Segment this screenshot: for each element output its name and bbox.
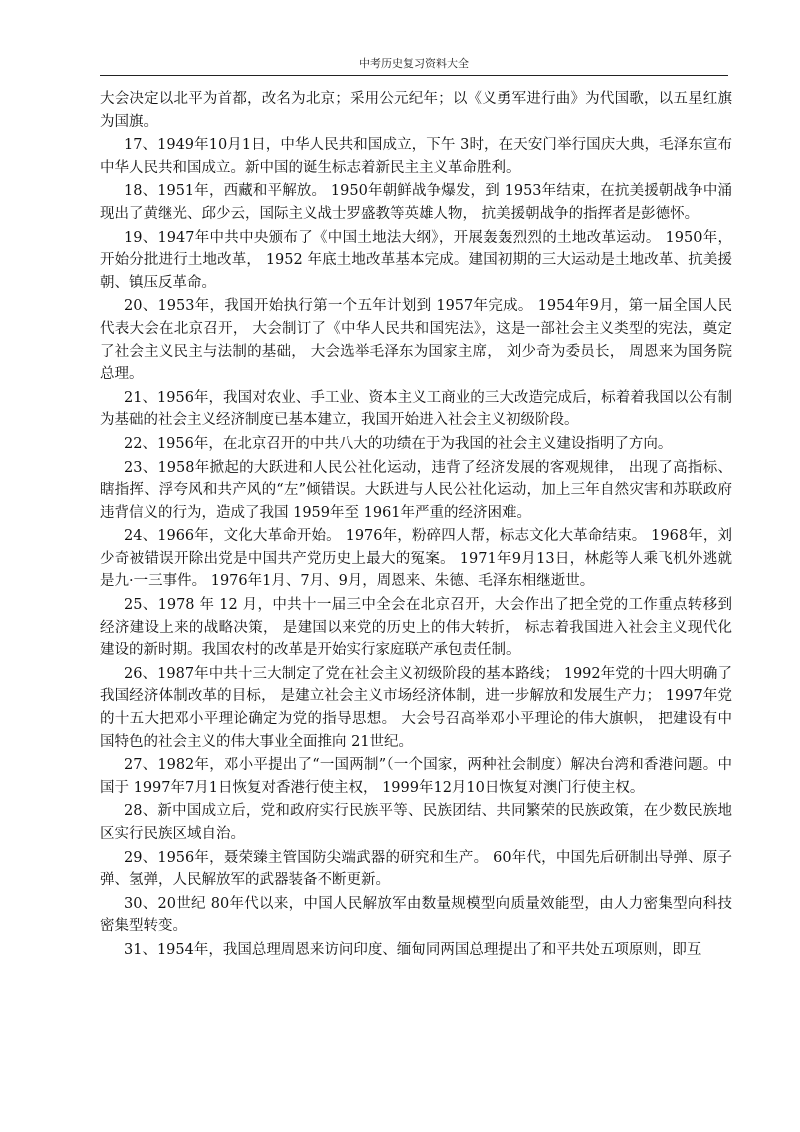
paragraph-26: 26、1987年中共十三大制定了党在社会主义初级阶段的基本路线； 1992年党的十四大明确了我国经济体制改革的目标， 是建立社会主义市场经济体制，进一步解放和发展生产力； 1997年党的十五大把邓小平理论确定为党的指导思想。 大会号召高举邓小平理论的伟大旗帜， 把建设有中国特色的社会主义的伟大事业全面推向 21世纪。 bbox=[100, 665, 732, 750]
paragraph-19: 19、1947年中共中央颁布了《中国土地法大纲》，开展轰轰烈烈的土地改革运动。 1950年，开始分批进行土地改革， 1952 年底土地改革基本完成。建国初期的三大运动是土地改革、抗美援朝、镇压反革命。 bbox=[100, 229, 732, 291]
paragraph-28: 28、新中国成立后，党和政府实行民族平等、民族团结、共同繁荣的民族政策，在少数民族地区实行民族区域自治。 bbox=[100, 803, 732, 842]
paragraph-25: 25、1978 年 12 月，中共十一届三中全会在北京召开，大会作出了把全党的工作重点转移到经济建设上来的战略决策， 是建国以来党的历史上的伟大转折， 标志着我国进入社会主义现代化建设的新时期。我国农村的改革是开始实行家庭联产承包责任制。 bbox=[100, 597, 732, 659]
paragraph-23: 23、1958年掀起的大跃进和人民公社化运动，违背了经济发展的客观规律， 出现了高指标、瞎指挥、浮夸风和共产风的“左”倾错误。大跃进与人民公社化运动，加上三年自然灾害和苏联政府违背信义的行为，造成了我国 1959年至 1961年严重的经济困难。 bbox=[100, 459, 732, 521]
paragraph-17: 17、1949年10月1日，中华人民共和国成立，下午 3时，在天安门举行国庆大典，毛泽东宣布中华人民共和国成立。新中国的诞生标志着新民主主义革命胜利。 bbox=[100, 137, 732, 176]
paragraph-20: 20、1953年，我国开始执行第一个五年计划到 1957年完成。 1954年9月，第一届全国人民代表大会在北京召开， 大会制订了《中华人民共和国宪法》，这是一部社会主义类型的宪法，奠定了社会主义民主与法制的基础， 大会选举毛泽东为国家主席， 刘少奇为委员长， 周恩来为国务院总理。 bbox=[100, 298, 732, 383]
paragraph-18: 18、1951年，西藏和平解放。 1950年朝鲜战争爆发，到 1953年结束，在抗美援朝战争中涌现出了黄继光、邱少云，国际主义战士罗盛教等英雄人物， 抗美援朝战争的指挥者是彭德怀。 bbox=[100, 183, 732, 222]
page-header: 中考历史复习资料大全 bbox=[359, 57, 469, 70]
paragraph-24: 24、1966年，文化大革命开始。 1976年，粉碎四人帮，标志文化大革命结束。 1968年，刘少奇被错误开除出党是中国共产党历史上最大的冤案。 1971年9月13日，林彪等人乘飞机外逃就是九·一三事件。 1976年1月、7月、9月，周恩来、朱德、毛泽东相继逝世。 bbox=[100, 528, 732, 590]
paragraph-27: 27、1982年，邓小平提出了“一国两制”（一个国家，两种社会制度）解决台湾和香港问题。中国于 1997年7月1日恢复对香港行使主权， 1999年12月10日恢复对澳门行使主权。 bbox=[100, 757, 732, 796]
paragraph-1: 大会决定以北平为首都，改名为北京；采用公元纪年；以《义勇军进行曲》为代国歌，以五星红旗为国旗。 bbox=[100, 91, 732, 130]
paragraph-21: 21、1956年，我国对农业、手工业、资本主义工商业的三大改造完成后，标着着我国以公有制为基础的社会主义经济制度已基本建立，我国开始进入社会主义初级阶段。 bbox=[100, 389, 732, 429]
paragraph-30: 30、20世纪 80年代以来，中国人民解放军由数量规模型向质量效能型，由人力密集型向科技密集型转变。 bbox=[100, 895, 732, 935]
document-body bbox=[100, 88, 732, 963]
paragraph-22: 22、1956年，在北京召开的中共八大的功绩在于为我国的社会主义建设指明了方向。 bbox=[124, 435, 673, 452]
paragraph-31: 31、1954年，我国总理周恩来访问印度、缅甸同两国总理提出了和平共处五项原则，即互 bbox=[124, 941, 702, 958]
paragraph-29: 29、1956年，聂荣臻主管国防尖端武器的研究和生产。 60年代，中国先后研制出导弹、原子弹、氢弹，人民解放军的武器装备不断更新。 bbox=[100, 849, 732, 889]
header-rule bbox=[100, 75, 728, 76]
